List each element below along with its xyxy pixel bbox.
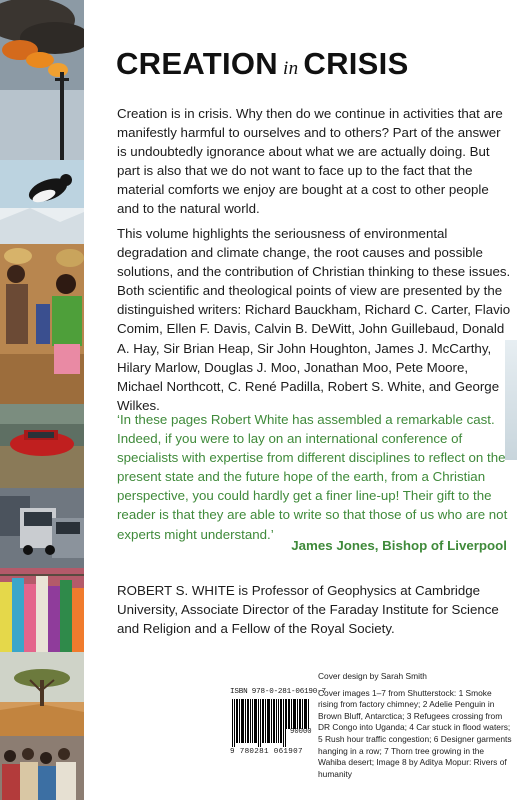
garments-image: [0, 568, 84, 652]
price-addon-text: 90000: [290, 728, 312, 736]
quote-attribution: James Jones, Bishop of Liverpool: [291, 538, 507, 553]
cover-credits: [318, 671, 513, 780]
thorn-tree-image: [0, 652, 84, 736]
isbn-text: ISBN 978-0-281-06190-7: [230, 688, 326, 696]
penguin-image: [0, 160, 84, 244]
crowd-image: [0, 736, 84, 800]
barcode: [230, 688, 326, 760]
cover-design-credit: Cover design by Sarah Smith: [318, 671, 427, 681]
flooded-car-image: [0, 404, 84, 488]
traffic-image: [0, 488, 84, 568]
image-credits: Cover images 1–7 from Shutterstock: 1 Smoke rising from factory chimney; 2 Adelie Penguin in Brown Bluff, Antarctica; 3 Refugees crossing from DR Congo into Uganda; 4 Car stuck in flood waters; 5 Rush hour traffic congestion; 6 Designer garments hanging in a row; 7 Thorn tree growing in the Wahiba desert; Image 8 by Aditya Mopur: Rivers of humanity: [318, 687, 512, 779]
smoke-chimney-image: [0, 0, 84, 160]
title-connector: in: [283, 58, 299, 79]
title-part1: CREATION: [116, 46, 278, 81]
blurb-paragraph-1: Creation is in crisis. Why then do we continue in activities that are manifestly harmful to ourselves and to others? Part of the answer is undoubtedly ignorance about what we are actually doing. But part is also that we do not want to face up to the fact that the material comforts we enjoy are bought at a cost to other people and to the natural world.: [117, 106, 503, 217]
author-bio: ROBERT S. WHITE is Professor of Geophysics at Cambridge University, Associate Director of the Faraday Institute for Science and Religion and a Fellow of the Royal Society.: [117, 583, 499, 637]
endorsement-quote: ‘In these pages Robert White has assembled a remarkable cast. Indeed, if you were to lay on an international conference of specialists with expertise from different disciplines to reflect on the present state and the future hope of the earth, from a Christian perspective, you could hardly get a finer line-up! Their gift to the reader is that they are able to write so that those of us who are not experts might understand.’: [117, 412, 508, 542]
refugees-image: [0, 244, 84, 404]
blurb-paragraph-2: This volume highlights the seriousness of environmental degradation and climate change, the root causes and possible solutions, and the contribution of Christian thinking to these issues. Both scientific and theological points of view are presented by the distinguished writers: Richard Bauckham, Richard C. Carter, Flavio Comim, Ellen F. Davis, Calvin B. DeWitt, John Guillebaud, Donald A. Hay, Sir Brian Heap, Sir John Houghton, James J. McCarthy, Hilary Marlow, Douglas J. Moo, Jonathan Moo, Pete Moore, Michael Northcott, C. René Padilla, Robert S. White, and George Wilkes.: [117, 226, 511, 413]
ean-text: 9 780281 061907: [230, 748, 303, 756]
photo-strip: [0, 0, 84, 800]
book-title: [116, 46, 409, 82]
title-part2: CRISIS: [303, 46, 409, 81]
price-addon-bars: [286, 699, 310, 729]
